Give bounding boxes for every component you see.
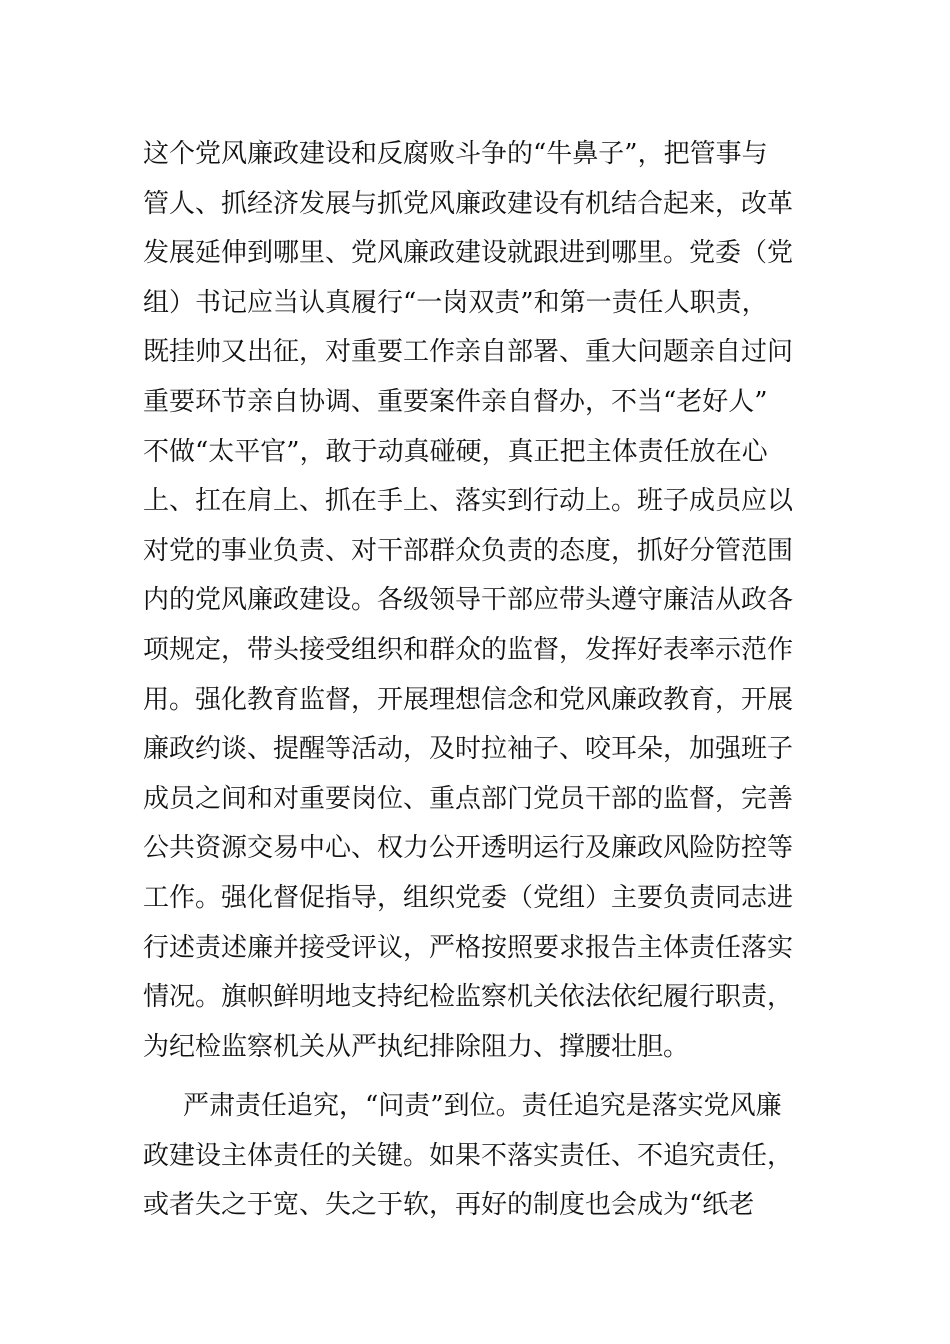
text-line: 组）书记应当认真履行“一岗双责”和第一责任人职责，	[143, 287, 768, 318]
text-line: 管人、抓经济发展与抓党风廉政建设有机结合起来，改革	[143, 188, 794, 219]
text-line: 发展延伸到哪里、党风廉政建设就跟进到哪里。党委（党	[143, 238, 794, 269]
text-line: 为纪检监察机关从严执纪排除阻力、撑腰壮胆。	[143, 1031, 690, 1062]
text-line: 工作。强化督促指导，组织党委（党组）主要负责同志进	[143, 882, 794, 913]
text-line: 不做“太平官”，敢于动真碰硬，真正把主体责任放在心	[143, 436, 768, 467]
text-line: 对党的事业负责、对干部群众负责的态度，抓好分管范围	[143, 535, 794, 566]
text-line: 廉政约谈、提醒等活动，及时拉袖子、咬耳朵，加强班子	[143, 734, 794, 765]
text-line: 用。强化教育监督，开展理想信念和党风廉政教育，开展	[143, 684, 794, 715]
text-line: 成员之间和对重要岗位、重点部门党员干部的监督，完善	[143, 783, 794, 814]
text-line: 既挂帅又出征，对重要工作亲自部署、重大问题亲自过问	[143, 337, 794, 368]
text-line: 或者失之于宽、失之于软，再好的制度也会成为“纸老	[143, 1190, 755, 1221]
text-line: 这个党风廉政建设和反腐败斗争的“牛鼻子”，把管事与	[143, 139, 768, 169]
text-line: 内的党风廉政建设。各级领导干部应带头遵守廉洁从政各	[143, 585, 794, 616]
text-line: 政建设主体责任的关键。如果不落实责任、不追究责任，	[143, 1140, 794, 1171]
text-line: 项规定，带头接受组织和群众的监督，发挥好表率示范作	[143, 634, 794, 665]
text-line: 上、扛在肩上、抓在手上、落实到行动上。班子成员应以	[143, 486, 794, 517]
text-line: 情况。旗帜鲜明地支持纪检监察机关依法依纪履行职责，	[143, 982, 794, 1013]
text-line: 行述责述廉并接受评议，严格按照要求报告主体责任落实	[143, 932, 794, 963]
text-line: 重要环节亲自协调、重要案件亲自督办，不当“老好人”	[143, 386, 768, 417]
paragraph-first-line: 严肃责任追究，“问责”到位。责任追究是落实党风廉	[183, 1091, 782, 1122]
text-line: 公共资源交易中心、权力公开透明运行及廉政风险防控等	[143, 833, 794, 864]
body-text	[143, 130, 813, 1231]
